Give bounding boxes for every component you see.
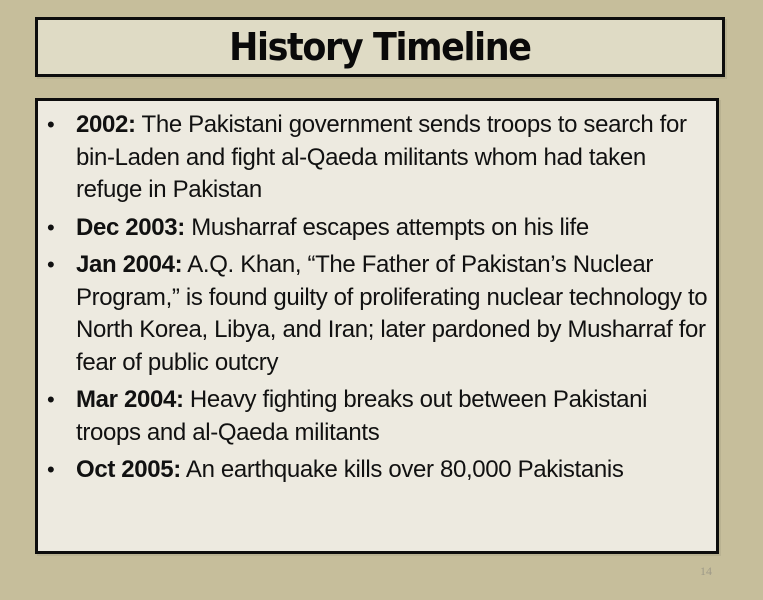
timeline-text: Heavy fighting breaks out between Pakistani troops and al-Qaeda militants [76,386,648,446]
timeline-item-2002 [38,109,716,207]
bullet-icon: • [47,112,55,137]
title-box [35,17,725,77]
timeline-date: Dec 2003: [76,213,185,241]
page-number: 14 [700,564,712,578]
bullet-icon: • [47,457,55,482]
timeline-date: 2002: [76,111,136,138]
timeline-date: Jan 2004: [76,251,183,278]
bullet-icon: • [47,387,55,412]
timeline-date: Oct 2005: [76,456,181,483]
bullet-icon: • [47,252,55,277]
timeline-text: Musharraf escapes attempts on his life [184,213,589,241]
timeline-text: A.Q. Khan, “The Father of Pakistan’s Nuclear Program,” is found guilty of proliferating nuclear technology to North Korea, Libya, and Iran; later pardoned by Musharraf for fear of public outcry [76,251,708,376]
bullet-icon: • [47,214,55,240]
timeline-date: Mar 2004: [76,386,184,413]
timeline-item-dec-2003 [38,212,716,245]
slide-title: History Timeline [229,25,531,69]
timeline-text: The Pakistani government sends troops to search for bin-Laden and fight al-Qaeda militants whom had taken refuge in Pakistan [76,111,687,203]
timeline-item-oct-2005 [38,454,716,487]
timeline-item-mar-2004 [38,384,716,449]
timeline-item-jan-2004 [38,249,716,379]
content-box [35,98,719,554]
timeline-list [38,101,716,487]
timeline-text: An earthquake kills over 80,000 Pakistanis [180,456,624,483]
